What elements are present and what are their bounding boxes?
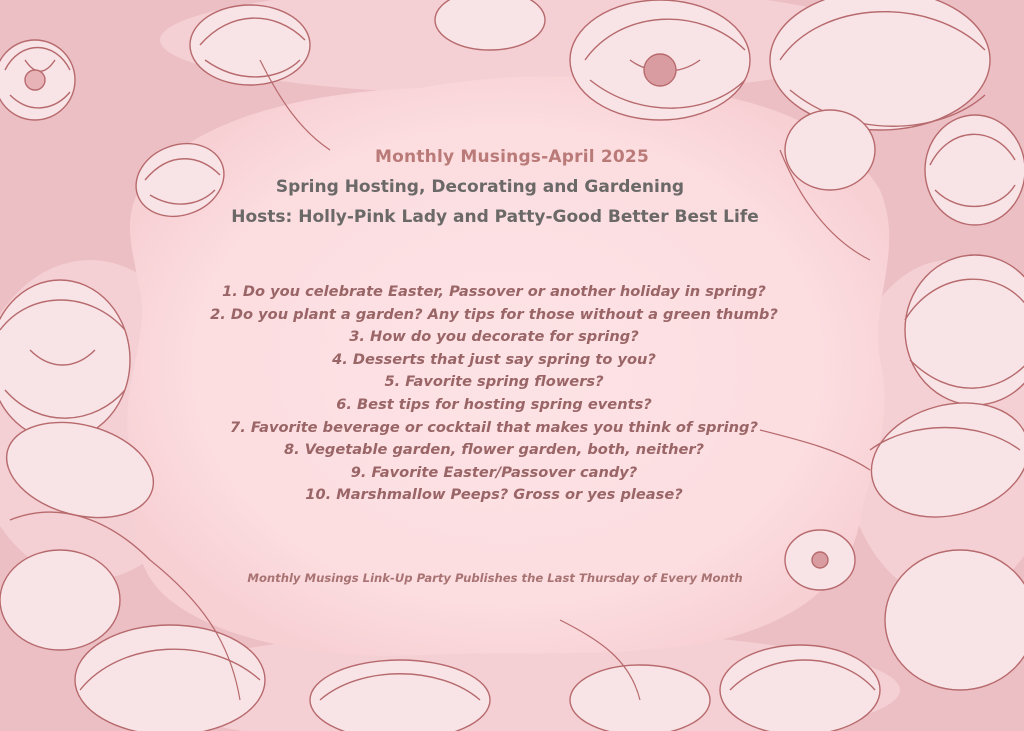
question-item: 9. Favorite Easter/Passover candy?	[350, 463, 638, 481]
question-item: 5. Favorite spring flowers?	[384, 373, 604, 391]
question-item: 1. Do you celebrate Easter, Passover or another holiday in spring?	[222, 283, 766, 300]
question-item: 7. Favorite beverage or cocktail that makes you think of spring?	[230, 418, 758, 436]
hosts-line: Hosts: Holly-Pink Lady and Patty-Good Better Best Life	[231, 207, 759, 227]
question-item: 4. Desserts that just say spring to you?	[332, 350, 656, 368]
footer-note: Monthly Musings Link-Up Party Publishes the Last Thursday of Every Month	[247, 571, 743, 585]
question-item: 6. Best tips for hosting spring events?	[336, 395, 652, 413]
question-list	[0, 281, 988, 507]
question-item: 3. How do you decorate for spring?	[349, 328, 639, 346]
page-subtitle: Spring Hosting, Decorating and Gardening	[275, 177, 685, 197]
question-item: 8. Vegetable garden, flower garden, both, neither?	[283, 441, 705, 459]
page-title: Monthly Musings-April 2025	[375, 147, 649, 167]
question-item: 2. Do you plant a garden? Any tips for those without a green thumb?	[210, 305, 778, 323]
question-item: 10. Marshmallow Peeps? Gross or yes please?	[305, 486, 683, 504]
